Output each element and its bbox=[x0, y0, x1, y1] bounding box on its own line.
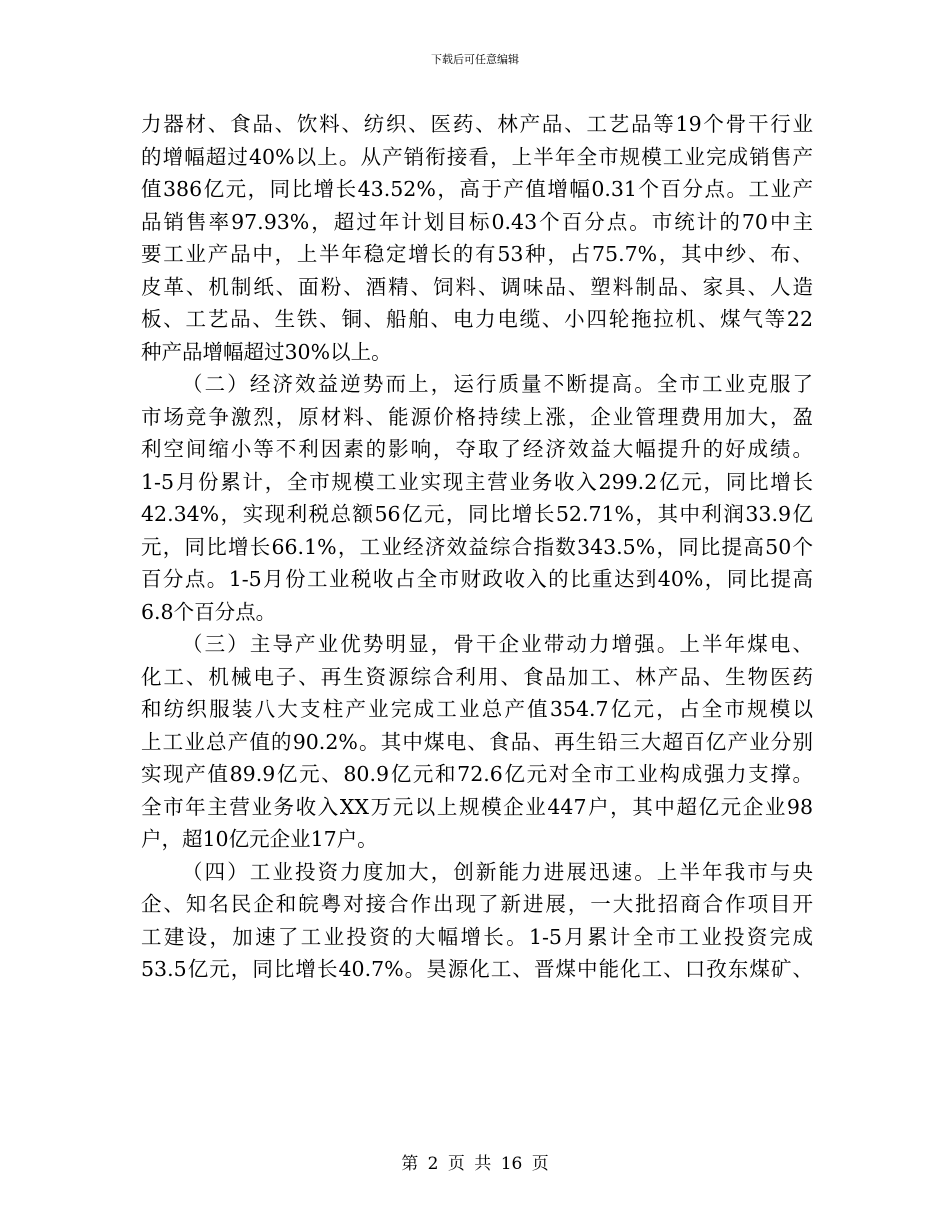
text-line: 市场竞争激烈，原材料、能源价格持续上涨，企业管理费用加大，盈 bbox=[141, 404, 813, 429]
paragraph bbox=[141, 856, 813, 986]
text-line: 1-5月份累计，全市规模工业实现主营业务收入299.2亿元，同比增长 bbox=[141, 469, 813, 494]
text-line: 百分点。1-5月份工业税收占全市财政收入的比重达到40%，同比提高 bbox=[141, 567, 813, 591]
text-line: 力器材、食品、饮料、纺织、医药、林产品、工艺品等19个骨干行业 bbox=[141, 112, 813, 136]
text-line: 板、工艺品、生铁、铜、船舶、电力电缆、小四轮拖拉机、煤气等22 bbox=[141, 307, 813, 331]
document-body bbox=[141, 108, 813, 986]
text-line: 6.8个百分点。 bbox=[141, 599, 277, 624]
text-line: 品销售率97.93%，超过年计划目标0.43个百分点。市统计的70中主 bbox=[141, 209, 813, 234]
text-line: 企、知名民企和皖粤对接合作出现了新进展，一大批招商合作项目开 bbox=[141, 892, 813, 916]
paragraph bbox=[141, 628, 813, 856]
text-line: 和纺织服装八大支柱产业完成工业总产值354.7亿元，占全市规模以 bbox=[141, 697, 813, 721]
paragraph bbox=[141, 108, 813, 368]
text-line: 元，同比增长66.1%，工业经济效益综合指数343.5%，同比提高50个 bbox=[141, 534, 813, 559]
text-line: 实现产值89.9亿元、80.9亿元和72.6亿元对全市工业构成强力支撑。 bbox=[141, 762, 813, 786]
text-line: 种产品增幅超过30%以上。 bbox=[141, 339, 392, 364]
text-line: 上工业总产值的90.2%。其中煤电、食品、再生铅三大超百亿产业分别 bbox=[141, 729, 813, 754]
page-header: 下载后可任意编辑 bbox=[431, 53, 519, 66]
text-line: 工建设，加速了工业投资的大幅增长。1-5月累计全市工业投资完成 bbox=[141, 924, 813, 949]
text-line: 42.34%，实现利税总额56亿元，同比增长52.71%，其中利润33.9亿 bbox=[141, 502, 813, 526]
paragraph bbox=[141, 368, 813, 628]
text-line: 53.5亿元，同比增长40.7%。昊源化工、晋煤中能化工、口孜东煤矿、 bbox=[141, 957, 813, 981]
text-line: （四）工业投资力度加大，创新能力进展迅速。上半年我市与央 bbox=[182, 859, 813, 884]
text-line: 的增幅超过40%以上。从产销衔接看，上半年全市规模工业完成销售产 bbox=[141, 144, 813, 169]
text-line: （三）主导产业优势明显，骨干企业带动力增强。上半年煤电、 bbox=[182, 632, 813, 656]
page-footer: 第 2 页 共 16 页 bbox=[401, 1154, 549, 1174]
text-line: 户，超10亿元企业17户。 bbox=[141, 827, 378, 851]
text-line: （二）经济效益逆势而上，运行质量不断提高。全市工业克服了 bbox=[182, 372, 813, 396]
text-line: 值386亿元，同比增长43.52%，高于产值增幅0.31个百分点。工业产 bbox=[141, 177, 813, 201]
text-line: 全市年主营业务收入XX万元以上规模企业447户，其中超亿元企业98 bbox=[141, 794, 813, 819]
text-line: 利空间缩小等不利因素的影响，夺取了经济效益大幅提升的好成绩。 bbox=[141, 437, 813, 461]
text-line: 化工、机械电子、再生资源综合利用、食品加工、林产品、生物医药 bbox=[141, 664, 813, 689]
text-line: 要工业产品中，上半年稳定增长的有53种，占75.7%，其中纱、布、 bbox=[141, 242, 813, 266]
text-line: 皮革、机制纸、面粉、酒精、饲料、调味品、塑料制品、家具、人造 bbox=[141, 274, 813, 299]
